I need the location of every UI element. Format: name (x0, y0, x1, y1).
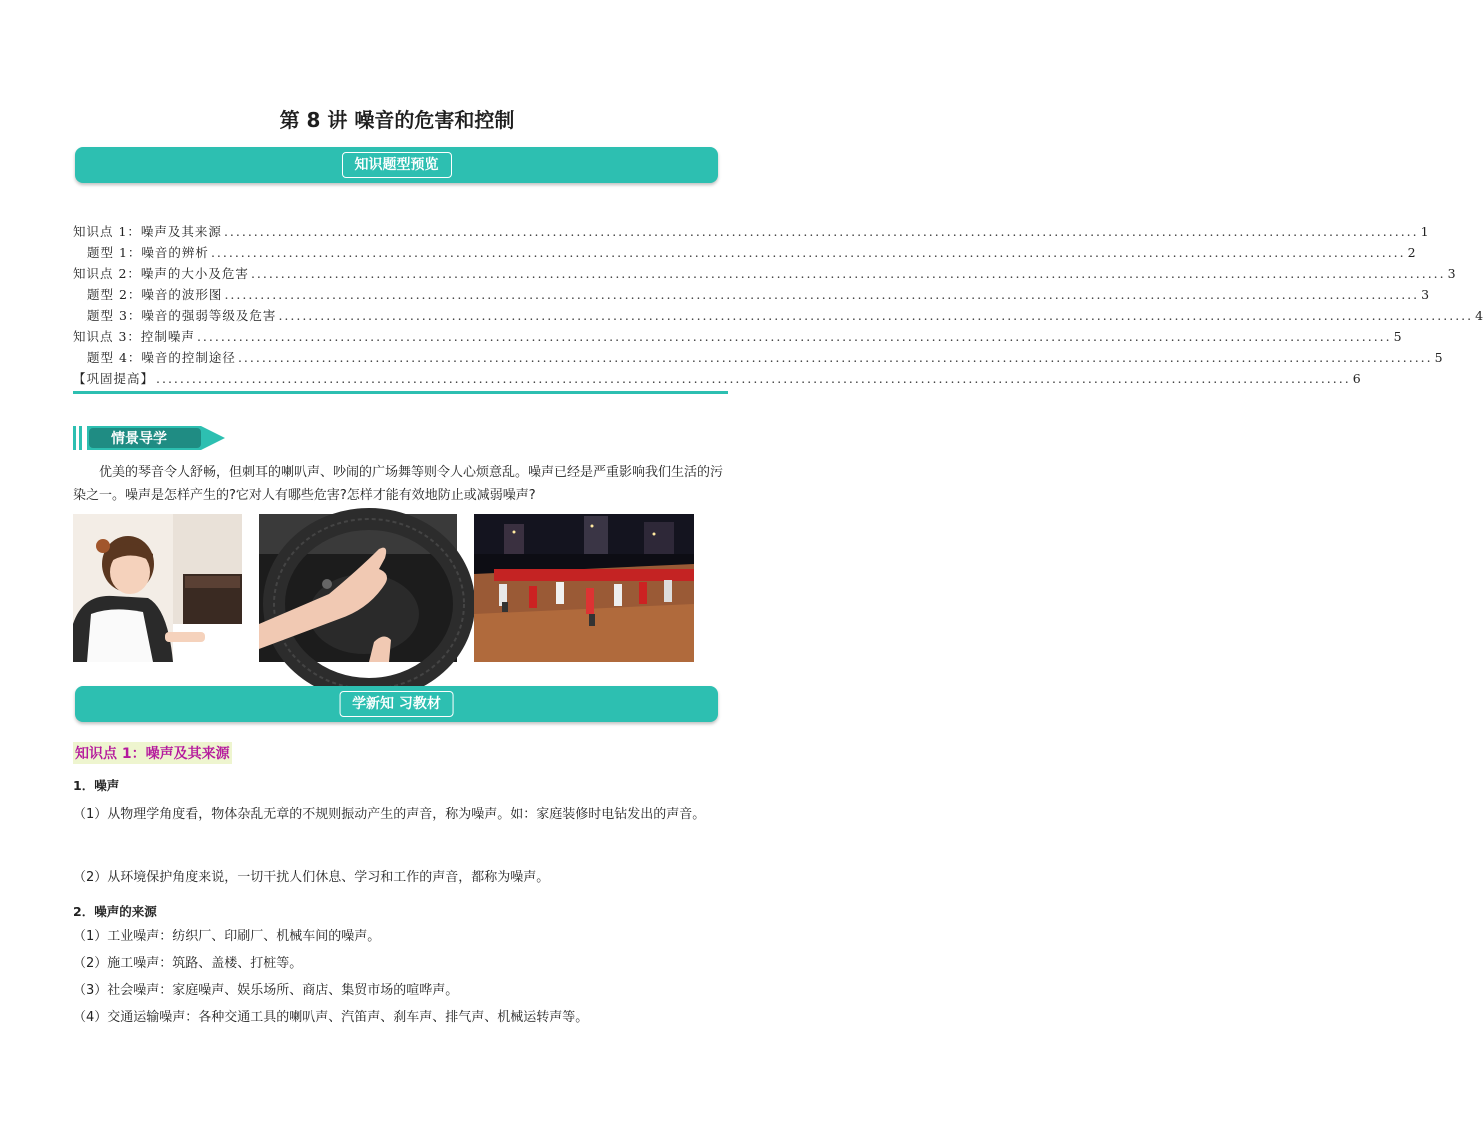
intro-paragraph: 优美的琴音令人舒畅，但刺耳的喇叭声、吵闹的广场舞等则令人心烦意乱。噪声已经是严重影响我们生活的污染之一。噪声是怎样产生的?它对人有哪些危害?怎样才能有效地防止或减弱噪声? (73, 465, 724, 503)
toc-entry-page: 3 (1447, 266, 1457, 281)
steering-wheel-photo (259, 514, 457, 662)
toc-entry-title: 题型 3：噪音的强弱等级及危害 (87, 308, 277, 323)
toc-entry[interactable] (73, 222, 1430, 243)
toc-entry[interactable] (73, 348, 1444, 369)
preview-banner-label: 知识题型预览 (342, 152, 452, 178)
toc-entry[interactable] (73, 369, 1362, 390)
toc-entry-page: 5 (1393, 329, 1403, 344)
toc-leader-dots: ........................................................................................................................................................................................................ (278, 308, 1474, 323)
page-title: 第 8 讲 噪音的危害和控制 (279, 108, 515, 132)
table-of-contents (73, 222, 1484, 390)
toc-entry-title: 知识点 3：控制噪声 (73, 329, 195, 344)
section-2-title: 2．噪声的来源 (73, 904, 157, 919)
toc-entry-title: 知识点 1：噪声及其来源 (73, 224, 222, 239)
toc-entry-page: 4 (1475, 308, 1484, 323)
toc-leader-dots: ........................................................................................................................................................................................................ (224, 287, 1420, 302)
toc-entry[interactable] (73, 306, 1484, 327)
square-dance-photo (474, 514, 694, 662)
toc-leader-dots: ........................................................................................................................................................................................................ (196, 329, 1392, 344)
toc-entry[interactable] (73, 327, 1403, 348)
toc-leader-dots: ........................................................................................................................................................................................................ (223, 224, 1419, 239)
toc-leader-dots: ........................................................................................................................................................................................................ (250, 266, 1446, 281)
toc-entry[interactable] (73, 285, 1431, 306)
toc-leader-dots: ........................................................................................................................................................................................................ (156, 371, 1351, 386)
toc-leader-dots: ........................................................................................................................................................................................................ (237, 350, 1433, 365)
toc-entry-page: 2 (1407, 245, 1417, 260)
toc-entry-page: 3 (1421, 287, 1431, 302)
section-1-paragraph-2: （2）从环境保护角度来说，一切干扰人们休息、学习和工作的声音，都称为噪声。 (73, 870, 550, 885)
section-1-title: 1．噪声 (73, 778, 120, 793)
noise-source-item: （2）施工噪声：筑路、盖楼、打桩等。 (73, 956, 303, 971)
toc-entry-page: 5 (1434, 350, 1444, 365)
scene-tag-label: 情景导学 (111, 431, 167, 447)
piano-photo (73, 514, 242, 662)
preview-banner (75, 147, 718, 183)
knowledge-point-1-heading: 知识点 1：噪声及其来源 (73, 742, 232, 764)
toc-entry-title: 题型 1：噪音的辨析 (87, 245, 209, 260)
toc-entry-title: 题型 2：噪音的波形图 (87, 287, 223, 302)
section-1-paragraph-1: （1）从物理学角度看，物体杂乱无章的不规则振动产生的声音，称为噪声。如：家庭装修时电钻发出的声音。 (73, 807, 706, 822)
toc-entry-page: 1 (1420, 224, 1430, 239)
toc-entry-title: 知识点 2：噪声的大小及危害 (73, 266, 249, 281)
toc-entry-title: 【巩固提高】 (73, 371, 155, 386)
noise-source-item: （3）社会噪声：家庭噪声、娱乐场所、商店、集贸市场的喧哗声。 (73, 983, 459, 998)
toc-entry[interactable] (73, 264, 1457, 285)
noise-source-item: （1）工业噪声：纺织厂、印刷厂、机械车间的噪声。 (73, 929, 381, 944)
noise-source-item: （4）交通运输噪声：各种交通工具的喇叭声、汽笛声、刹车声、排气声、机械运转声等。 (73, 1010, 589, 1025)
toc-entry-title: 题型 4：噪音的控制途径 (87, 350, 236, 365)
learn-banner (75, 686, 718, 722)
toc-leader-dots: ........................................................................................................................................................................................................ (210, 245, 1406, 260)
toc-entry[interactable] (73, 243, 1417, 264)
scene-tag (73, 424, 233, 452)
learn-banner-label: 学新知 习教材 (339, 691, 454, 717)
toc-divider (73, 391, 728, 394)
toc-entry-page: 6 (1352, 371, 1362, 386)
